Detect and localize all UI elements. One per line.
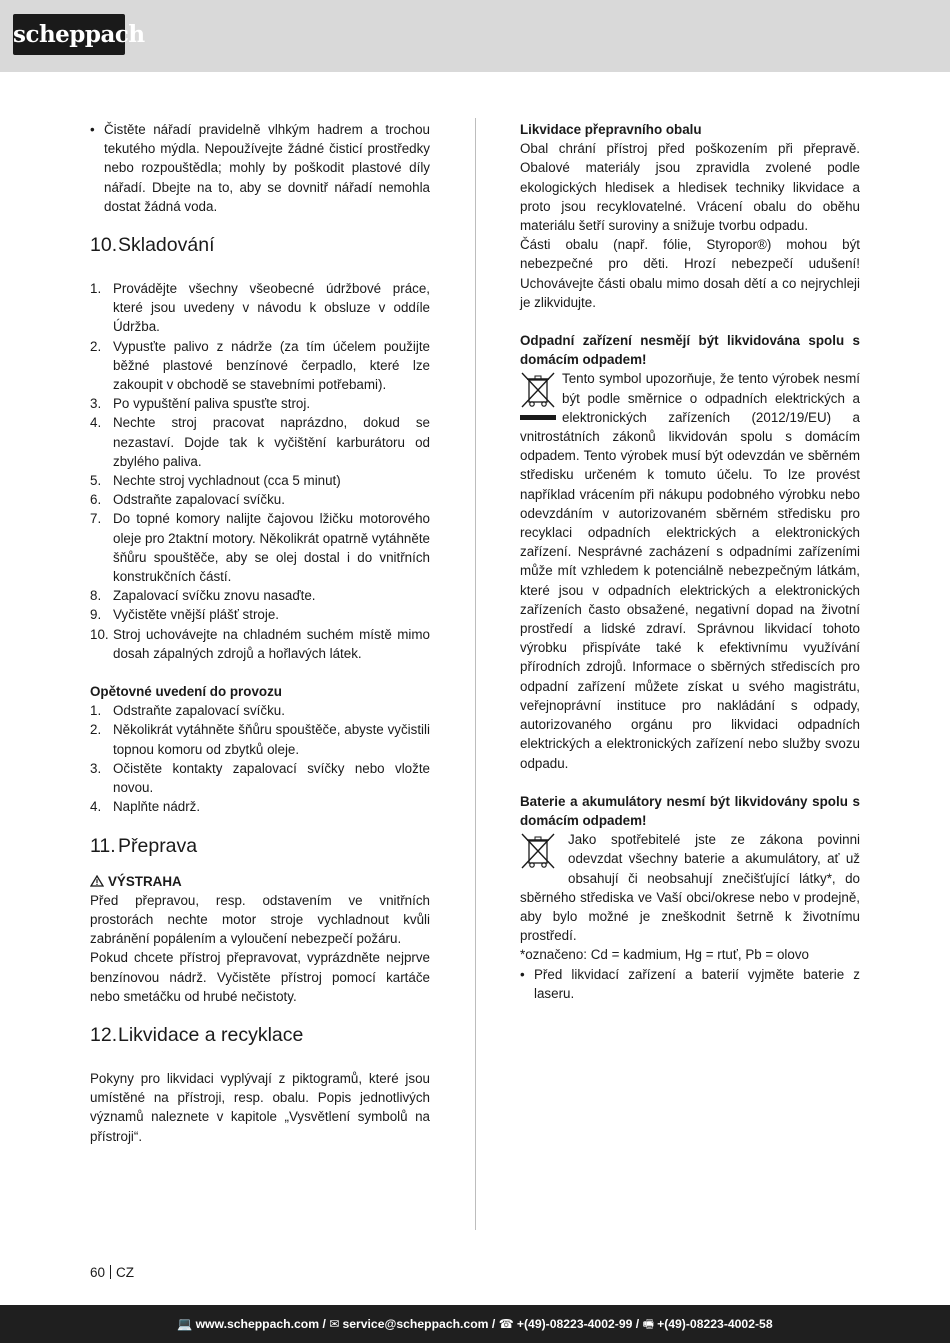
transport-para-2: Pokud chcete přístroj přepravovat, vyprázdněte nejprve benzínovou nádrž. Vyčistěte přístroj pomocí kartáče nebo smetáčku od hrubé nečistoty. (90, 950, 430, 1004)
warning-label: VÝSTRAHA (108, 873, 182, 889)
list-item (90, 471, 430, 490)
list-item-number: 3. (90, 396, 102, 412)
section-10-heading (90, 233, 430, 257)
list-item-text: Nechte stroj pracovat naprázdno, dokud se nezastaví. Dojde tak k vyčištění karburátoru od zbylého paliva. (113, 415, 430, 469)
weee-title: Odpadní zařízení nesmějí být likvidována spolu s domácím odpadem! (520, 333, 860, 368)
list-item (90, 413, 430, 471)
list-item (90, 605, 430, 624)
warning-heading (90, 872, 430, 891)
list-item (90, 625, 430, 663)
cleaning-bullet: • Čistěte nářadí pravidelně vlhkým hadrem a trochou tekutého mýdla. Nepoužívejte žádné čisticí prostředky nebo rozpouštědla; mohly by poškodit plastové díly nářadí. Dbejte na to, aby se dovnitř nářadí nemohla dostat žádná voda. (90, 120, 430, 216)
column-divider (475, 118, 476, 1230)
page-footer (0, 1305, 950, 1343)
footer-separator: / (491, 1317, 496, 1331)
packaging-para-2: Části obalu (např. fólie, Styropor®) mohou být nebezpečné pro děti. Hrozí nebezpečí udušení! Uchovávejte části obalu mimo dosah dětí a co nejrychleji je zlikvidujte. (520, 237, 860, 310)
list-item-number: 6. (90, 492, 102, 508)
list-item-text: Do topné komory nalijte čajovou lžičku motorového oleje pro 2taktní motory. Několikrát opatrně vytáhněte šňůru spouštěče, aby se olej dostal i do vnitřních konstrukčních částí. (113, 511, 430, 585)
list-item (90, 337, 430, 395)
list-item-text: Vyčistěte vnější plášť stroje. (113, 607, 280, 623)
list-item (90, 586, 430, 605)
storage-steps (90, 279, 430, 663)
list-item-number: 1. (90, 703, 102, 719)
footer-web[interactable]: www.scheppach.com (195, 1317, 320, 1331)
list-item-number: 2. (90, 722, 102, 738)
section-10-number: 10. (90, 234, 118, 257)
recommission-title: Opětovné uvedení do provozu (90, 684, 282, 700)
battery-note: *označeno: Cd = kadmium, Hg = rtuť, Pb = olovo (520, 947, 809, 963)
laptop-icon: 💻 (177, 1317, 193, 1331)
warning-triangle-icon (90, 875, 104, 887)
section-11-heading (90, 834, 430, 858)
list-item-number: 9. (90, 607, 102, 623)
list-item-text: Několikrát vytáhněte šňůru spouštěče, abyste vyčistili topnou komoru od zbytků oleje. (113, 722, 430, 757)
footer-fax: +(49)-08223-4002-58 (657, 1317, 773, 1331)
battery-para: Jako spotřebitelé jste ze zákona povinni odevzdat všechny baterie a akumulátory, ať už obsahují či neobsahují znečišťující látky*, do sběrného střediska ve Vaší obci/okrese nebo v prodejně, aby bylo možné je zneškodnit šetrně k životnímu prostředí. (520, 832, 860, 944)
phone-icon: ☎ (498, 1317, 514, 1331)
footer-email[interactable]: service@scheppach.com (342, 1317, 489, 1331)
packaging-para-1: Obal chrání přístroj před poškozením při přepravě. Obalové materiály jsou zpravidla zvolené podle ekologických hledisek a hledisek techniky likvidace a proto jsou recyklovatelné. Vrácení obalu do oběhu materiálu šetří suroviny a snižuje tvorbu odpadu. (520, 141, 860, 234)
list-item (90, 720, 430, 758)
transport-para-1: Před přepravou, resp. odstavením ve vnitřních prostorách nechte motor stroje vychladnout kvůli zabránění popálením a vyloučení nebezpečí požáru. (90, 892, 430, 947)
weee-black-bar (520, 415, 556, 420)
list-item-text: Nechte stroj vychladnout (cca 5 minut) (113, 473, 341, 489)
section-12-number: 12. (90, 1023, 118, 1046)
list-item (90, 509, 430, 586)
list-item-text: Naplňte nádrž. (113, 799, 201, 815)
section-11-number: 11. (90, 834, 116, 857)
footer-separator: / (635, 1317, 640, 1331)
packaging-title: Likvidace přepravního obalu (520, 122, 702, 137)
section-12-heading (90, 1023, 430, 1047)
list-item-text: Zapalovací svíčku znovu nasaďte. (113, 588, 316, 604)
disposal-para: Pokyny pro likvidaci vyplývají z piktogramů, které jsou umístěné na přístroji, resp. obalu. Popis jednotlivých významů naleznete v kapitole „Vysvětlení symbolů na přístroji“. (90, 1070, 430, 1144)
brand-logo: scheppach (13, 14, 125, 55)
battery-block (520, 830, 860, 945)
page-number (90, 1264, 134, 1282)
list-item-number: 7. (90, 511, 102, 527)
page-number-separator (110, 1265, 111, 1279)
list-item-number: 3. (90, 760, 102, 776)
section-12-title: Likvidace a recyklace (118, 1023, 304, 1046)
left-column (90, 120, 430, 1146)
list-item-text: Odstraňte zapalovací svíčku. (113, 703, 285, 719)
section-10-title: Skladování (118, 234, 215, 257)
list-item-number: 4. (90, 415, 102, 431)
list-item-text: Stroj uchovávejte na chladném suchém místě mimo dosah zápalných zdrojů a hořlavých látek. (113, 626, 430, 661)
list-item-text: Po vypuštění paliva spusťte stroj. (113, 396, 311, 412)
battery-title: Baterie a akumulátory nesmí být likvidovány spolu s domácím odpadem! (520, 793, 860, 828)
battery-bullet: • Před likvidací zařízení a baterií vyjměte baterie z laseru. (520, 965, 860, 1003)
list-item-number: 8. (90, 588, 102, 604)
list-item (90, 394, 430, 413)
list-item-text: Vypusťte palivo z nádrže (za tím účelem použijte běžné plastové benzínové čerpadlo, které lze zakoupit v obchodě se stavebními potřebami). (113, 338, 430, 393)
list-item-number: 1. (90, 281, 102, 297)
list-item-number: 5. (90, 473, 102, 489)
envelope-icon: ✉ (329, 1317, 340, 1331)
list-item (90, 279, 430, 337)
section-11-title: Přeprava (118, 834, 198, 857)
list-item-number: 2. (90, 338, 102, 354)
list-item-number: 10. (90, 626, 109, 642)
crossed-out-wheelie-bin-icon (520, 371, 558, 420)
fax-icon: 🖷 (642, 1317, 655, 1331)
recommission-steps (90, 701, 430, 816)
footer-phone: +(49)-08223-4002-99 (516, 1317, 633, 1331)
right-column (520, 120, 860, 1003)
list-item-text: Provádějte všechny všeobecné údržbové práce, které jsou uvedeny v návodu k obsluze v oddíle Údržba. (113, 281, 430, 335)
list-item-number: 4. (90, 799, 102, 815)
weee-para: Tento symbol upozorňuje, že tento výrobek nesmí být podle směrnice o odpadních elektrických a elektronických zařízeních (2012/19/EU) a vnitrostátních zákonů likvidován spolu s domácím odpadem. Tento výrobek musí být odevzdán ve sběrném středisku určeném k tomuto účelu. To lze provést například vrácením při nákupu podobného výrobku nebo odevzdáním v autorizovaném sběrném středisku pro recyklaci odpadních elektrických a elektronických zařízení. Nesprávné zacházení s odpadními zařízeními může mít vzhledem k potenciálně nebezpečným látkám, které jsou v odpadních elektrických a elektronických zařízeních často obsažené, negativní dopad na životní prostředí a lidské zdraví. Správnou likvidací tohoto výrobku přispíváte také k efektivnímu využívání přírodních zdrojů. Informace o sběrných střediscích pro odpadní zařízení můžete získat u svého magistrátu, veřejnoprávní instituce pro nakládání s odpady, autorizovaného orgánu pro likvidaci odpadních elektrických a elektronických zařízení nebo služby svozu odpadu. (520, 371, 860, 771)
list-item (90, 797, 430, 816)
page-language: CZ (116, 1265, 135, 1280)
list-item-text: Odstraňte zapalovací svíčku. (113, 492, 285, 508)
list-item-text: Očistěte kontakty zapalovací svíčky nebo vložte novou. (113, 760, 430, 796)
footer-separator: / (322, 1317, 326, 1331)
weee-block (520, 369, 860, 772)
list-item (90, 701, 430, 720)
page-number-value: 60 (90, 1265, 106, 1280)
list-item (90, 759, 430, 797)
list-item (90, 490, 430, 509)
page-header (0, 0, 950, 72)
battery-bin-icon (520, 832, 564, 870)
